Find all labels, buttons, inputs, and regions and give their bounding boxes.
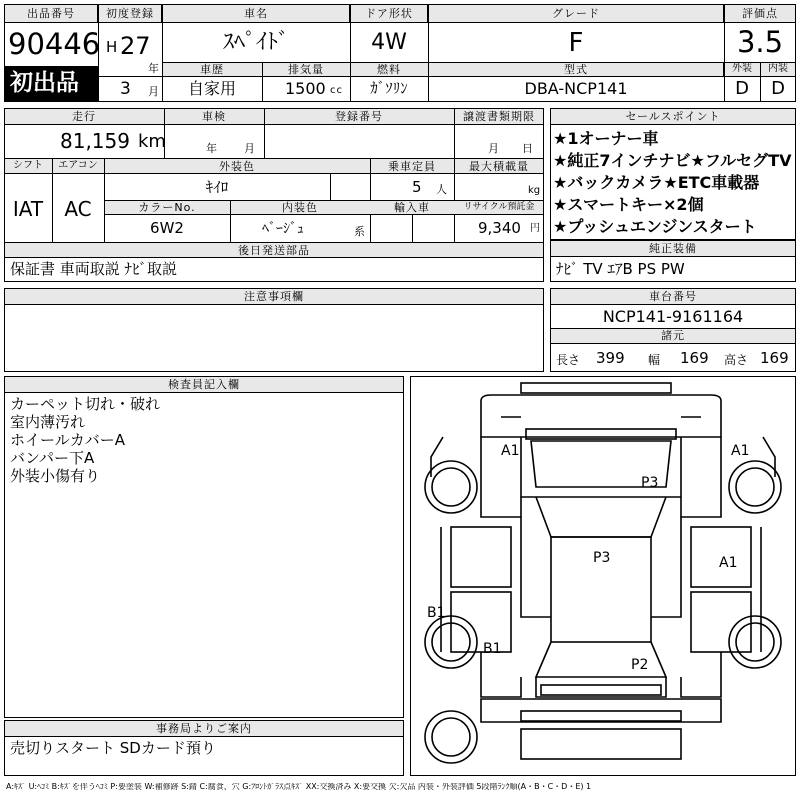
displacement-label: 排気量 <box>288 63 324 76</box>
ext-color-label: 外装色 <box>219 160 255 173</box>
diagram-mark-b1-left-fender: B1 <box>483 641 502 657</box>
height-value: 169 <box>760 349 789 367</box>
sales-point-1: ★1オーナー車 <box>553 129 659 148</box>
office-value: 売切りスタート SDカード預り <box>10 739 216 757</box>
mileage-value: 81,159 <box>60 129 130 153</box>
diagram-mark-p2-trunk: P2 <box>631 657 649 673</box>
history-label: 車歴 <box>200 63 224 76</box>
reg-era: H <box>106 38 118 56</box>
later-parts-value: 保証書 車両取説 ﾅﾋﾞ取説 <box>10 260 178 278</box>
reg-year: 27 <box>120 32 151 60</box>
model-label: 型式 <box>564 63 588 76</box>
ext-color-value: ｷｲﾛ <box>205 178 229 196</box>
diagram-mark-a1-right-door: A1 <box>719 555 738 571</box>
length-value: 399 <box>596 349 625 367</box>
chassis-label: 車台番号 <box>649 290 697 303</box>
inspection-year: 年 <box>206 142 218 155</box>
mileage-label: 走行 <box>72 110 96 123</box>
inspector-note-1: カーペット切れ・破れ <box>10 395 161 413</box>
transfer-day: 日 <box>522 142 534 155</box>
grade-value: F <box>568 28 584 58</box>
capacity-unit: 人 <box>436 183 448 196</box>
width-label: 幅 <box>648 353 661 367</box>
inspector-label: 検査員記入欄 <box>168 378 240 391</box>
int-color-label: 内装色 <box>282 201 318 214</box>
color-no-value: 6W2 <box>150 219 184 237</box>
legend-text: A:ｷｽﾞ U:ﾍｺﾐ B:ｷｽﾞを伴うﾍｺﾐ P:要塗装 W:補修跡 S:錆 C:腐食、穴 G:ﾌﾛﾝﾄｶﾞﾗｽ点ｷｽﾞ XX:交換済み X:要交換 欠:欠品 内装・外装評価 5段階ﾗﾝｸ順(A・B・C・D・E) 1 <box>6 783 592 791</box>
length-label: 長さ <box>556 353 581 367</box>
int-color-value: ﾍﾞｰｼﾞｭ <box>262 221 304 237</box>
inspector-note-3: ホイールカバーA <box>10 431 125 449</box>
car-name: ｽﾍﾟｲﾄﾞ <box>222 30 289 55</box>
capacity-value: 5 <box>412 178 422 196</box>
height-label: 高さ <box>724 353 749 367</box>
score-value: 3.5 <box>736 25 784 59</box>
reg-year-unit: 年 <box>148 62 160 75</box>
dims-label: 諸元 <box>661 329 685 342</box>
grade-label: グレード <box>552 7 600 20</box>
diagram-mark-p3-hood: P3 <box>641 475 659 491</box>
recycle-label: リサイクル預託金 <box>463 202 535 212</box>
transfer-month: 月 <box>488 142 500 155</box>
first-listing-text: 初出品 <box>10 70 79 96</box>
door-label: ドア形状 <box>365 7 413 20</box>
inspection-label: 車検 <box>202 110 226 123</box>
equipment-value: ﾅﾋﾞ TV ｴｱB PS PW <box>556 260 685 278</box>
displacement-unit: cc <box>330 85 343 96</box>
diagram-mark-p3-roof: P3 <box>593 550 611 566</box>
sales-point-3: ★バックカメラ★ETC車載器 <box>553 173 760 192</box>
history-value: 自家用 <box>187 79 236 98</box>
car-diagram <box>410 376 796 776</box>
load-label: 最大積載量 <box>469 160 529 173</box>
car-diagram-svg <box>411 377 795 775</box>
interior-label: 内装 <box>768 63 788 74</box>
inspector-note-5: 外装小傷有り <box>10 467 101 485</box>
exterior-value: D <box>735 78 749 99</box>
diagram-mark-a1-front-left: A1 <box>501 443 520 459</box>
import-label: 輸入車 <box>394 201 430 214</box>
sales-points-label: セールスポイント <box>625 110 721 123</box>
fuel-value: ｶﾞｿﾘﾝ <box>370 79 408 97</box>
lot-number: 90446 <box>8 27 101 61</box>
inspector-note-2: 室内薄汚れ <box>10 413 86 431</box>
door-value: 4W <box>371 30 407 55</box>
load-unit: kg <box>528 185 541 196</box>
diagram-mark-a1-front-right: A1 <box>731 443 750 459</box>
capacity-label: 乗車定員 <box>388 160 436 173</box>
model-value: DBA-NCP141 <box>524 79 628 98</box>
chassis-number: NCP141-9161164 <box>602 307 744 326</box>
later-parts-label: 後日発送部品 <box>238 244 310 257</box>
equipment-label: 純正装備 <box>649 242 697 255</box>
reg-month: 3 <box>120 79 131 99</box>
lot-label: 出品番号 <box>27 7 75 20</box>
sales-point-5: ★プッシュエンジンスタート <box>553 217 757 236</box>
displacement-value: 1500 <box>285 79 326 98</box>
recycle-value: 9,340 <box>478 219 521 237</box>
sales-point-4: ★スマートキー×2個 <box>553 195 704 214</box>
reg-no-label: 登録番号 <box>335 110 383 123</box>
transfer-label: 譲渡書類期限 <box>463 110 535 123</box>
reg-month-unit: 月 <box>148 85 160 98</box>
recycle-unit: 円 <box>530 223 540 234</box>
inspection-month: 月 <box>244 142 256 155</box>
caution-label: 注意事項欄 <box>244 290 304 303</box>
color-no-label: カラーNo. <box>138 201 196 214</box>
fuel-label: 燃料 <box>377 63 401 76</box>
shift-label: シフト <box>13 160 43 171</box>
ac-label: エアコン <box>58 160 98 171</box>
reg-label: 初度登録 <box>106 7 154 20</box>
ac-value: AC <box>64 197 92 221</box>
int-color-unit: 系 <box>354 225 366 238</box>
score-label: 評価点 <box>742 7 778 20</box>
car-name-label: 車名 <box>244 7 268 20</box>
mileage-unit: km <box>138 131 166 152</box>
office-label: 事務局よりご案内 <box>156 722 252 735</box>
exterior-label: 外装 <box>732 63 752 74</box>
width-value: 169 <box>680 349 709 367</box>
diagram-mark-b1-left-rear: B1 <box>427 605 446 621</box>
shift-value: IAT <box>12 197 44 221</box>
interior-value: D <box>771 78 785 99</box>
inspector-note-4: バンパー下A <box>10 449 95 467</box>
sales-point-2: ★純正7インチナビ★フルセグTV <box>553 151 792 170</box>
